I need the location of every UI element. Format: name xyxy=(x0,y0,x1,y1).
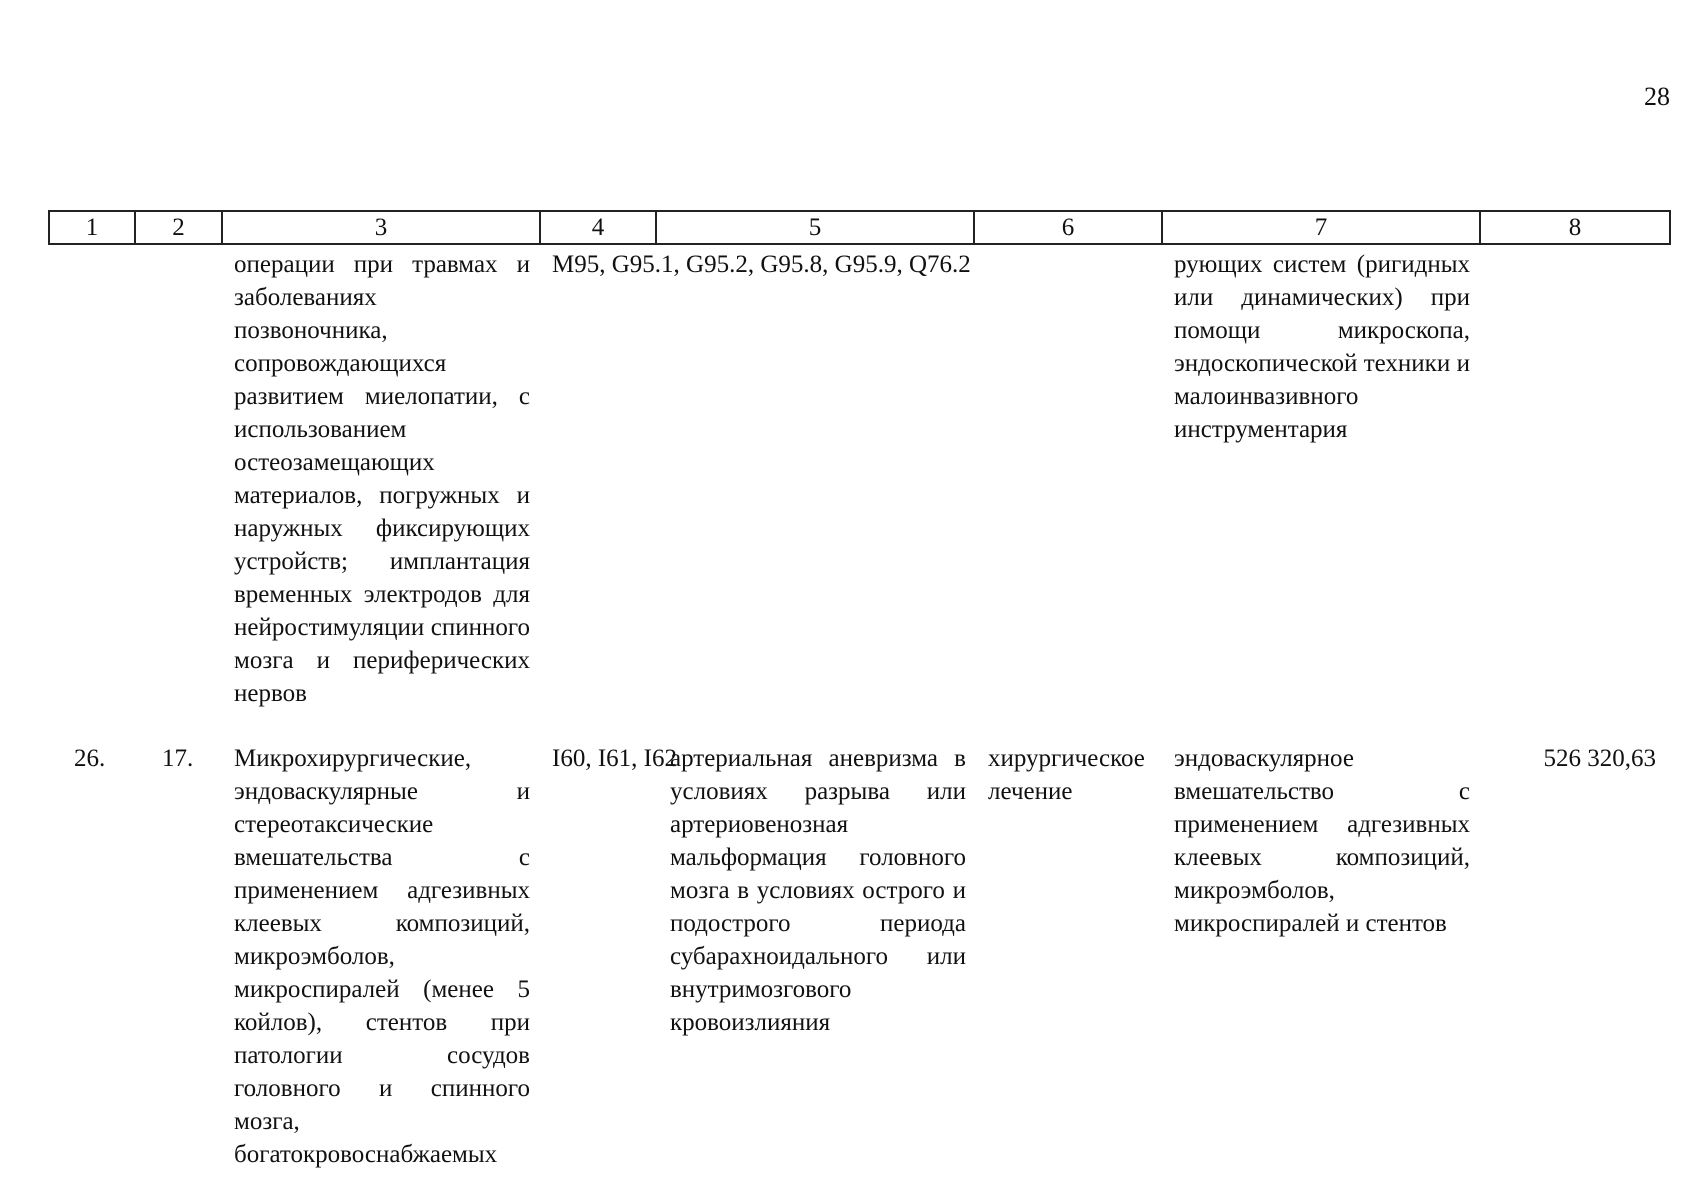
row2-icd-codes: I60, I61, I62 xyxy=(552,745,677,772)
row2-diagnosis-text: артериальная аневризма в условиях разрыва или артериовенозная мальформация головного мозга в условиях острого и подострого периода субарахноидального или внутримозгового кровоизлияния xyxy=(670,745,966,1036)
row2-number: 26. xyxy=(74,745,106,772)
row2-treatment-type: хирургическое лечение xyxy=(988,745,1145,805)
column-header-4: 4 xyxy=(540,211,656,244)
row2-subnumber: 17. xyxy=(162,745,194,772)
row2-cost: 526 320,63 xyxy=(1543,745,1656,772)
column-header-5: 5 xyxy=(656,211,974,244)
row2-method-text: эндоваскулярное вмешательство с применением адгезивных клеевых композиций, микроэмболов, микроспиралей и стентов xyxy=(1174,745,1470,937)
column-header-1: 1 xyxy=(49,211,135,244)
column-header-7: 7 xyxy=(1162,211,1480,244)
column-number-header xyxy=(48,210,1671,245)
column-header-6: 6 xyxy=(974,211,1162,244)
column-header-3: 3 xyxy=(222,211,540,244)
row2-procedure-text: Микрохирургические, эндоваскулярные и стереотаксические вмешательства с применением адгезивных клеевых композиций, микроэмболов, микроспиралей (менее 5 койлов), стентов при патологии сосудов головного и спинного мозга, богатокровоснабжаемых xyxy=(234,745,530,1168)
row1-icd-codes: M95, G95.1, G95.2, G95.8, G95.9, Q76.2 xyxy=(552,251,971,278)
column-header-8: 8 xyxy=(1480,211,1670,244)
page-number: 28 xyxy=(1644,82,1670,111)
column-header-2: 2 xyxy=(135,211,222,244)
row1-procedure-text: операции при травмах и заболеваниях позвоночника, сопровождающихся развитием миелопатии, с использованием остеозамещающих материалов, погружных и наружных фиксирующих устройств; имплантация временных электродов для нейростимуляции спинного мозга и периферических нервов xyxy=(234,251,530,707)
row1-method-text: рующих систем (ригидных или динамических) при помощи микроскопа, эндоскопической техники и малоинвазивного инструментария xyxy=(1174,251,1470,443)
